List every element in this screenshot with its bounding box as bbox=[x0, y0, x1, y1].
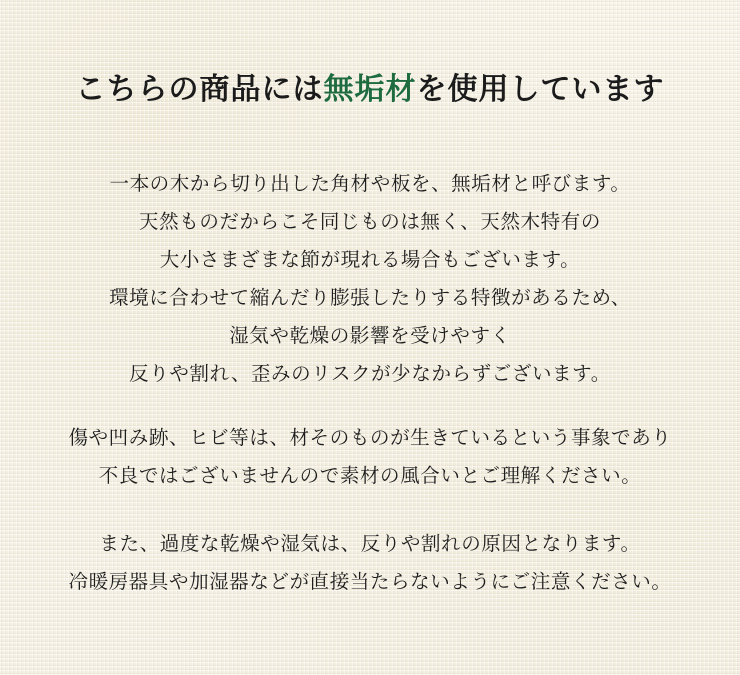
page-title bbox=[76, 70, 665, 109]
paragraph-line: 反りや割れ、歪みのリスクが少なからずございます。 bbox=[129, 363, 611, 386]
paragraph-line: 傷や凹み跡、ヒビ等は、材そのものが生きているという事象であり bbox=[68, 427, 672, 450]
page-title-highlight: 無垢材 bbox=[323, 73, 417, 106]
paragraph-3 bbox=[68, 525, 671, 601]
paragraph-line: 湿気や乾燥の影響を受けやすく bbox=[229, 325, 511, 348]
paragraph-2 bbox=[68, 419, 671, 495]
paragraph-line: 環境に合わせて縮んだり膨張したりする特徴があるため、 bbox=[109, 287, 631, 310]
page-title-prefix: こちらの商品には bbox=[75, 73, 324, 106]
page-title-suffix: を使用しています bbox=[416, 73, 665, 106]
paragraph-line: また、過度な乾燥や湿気は、反りや割れの原因となります。 bbox=[99, 533, 641, 556]
paragraph-line: 不良ではございませんので素材の風合いとご理解ください。 bbox=[98, 465, 642, 488]
paragraph-line: 天然ものだからこそ同じものは無く、天然木特有の bbox=[139, 211, 601, 234]
paragraph-line: 大小さまざまな節が現れる場合もございます。 bbox=[159, 249, 581, 272]
paragraph-1 bbox=[109, 165, 631, 393]
paragraph-line: 一本の木から切り出した角材や板を、無垢材と呼びます。 bbox=[109, 173, 631, 196]
paragraph-line: 冷暖房器具や加湿器などが直接当たらないようにご注意ください。 bbox=[68, 571, 672, 594]
